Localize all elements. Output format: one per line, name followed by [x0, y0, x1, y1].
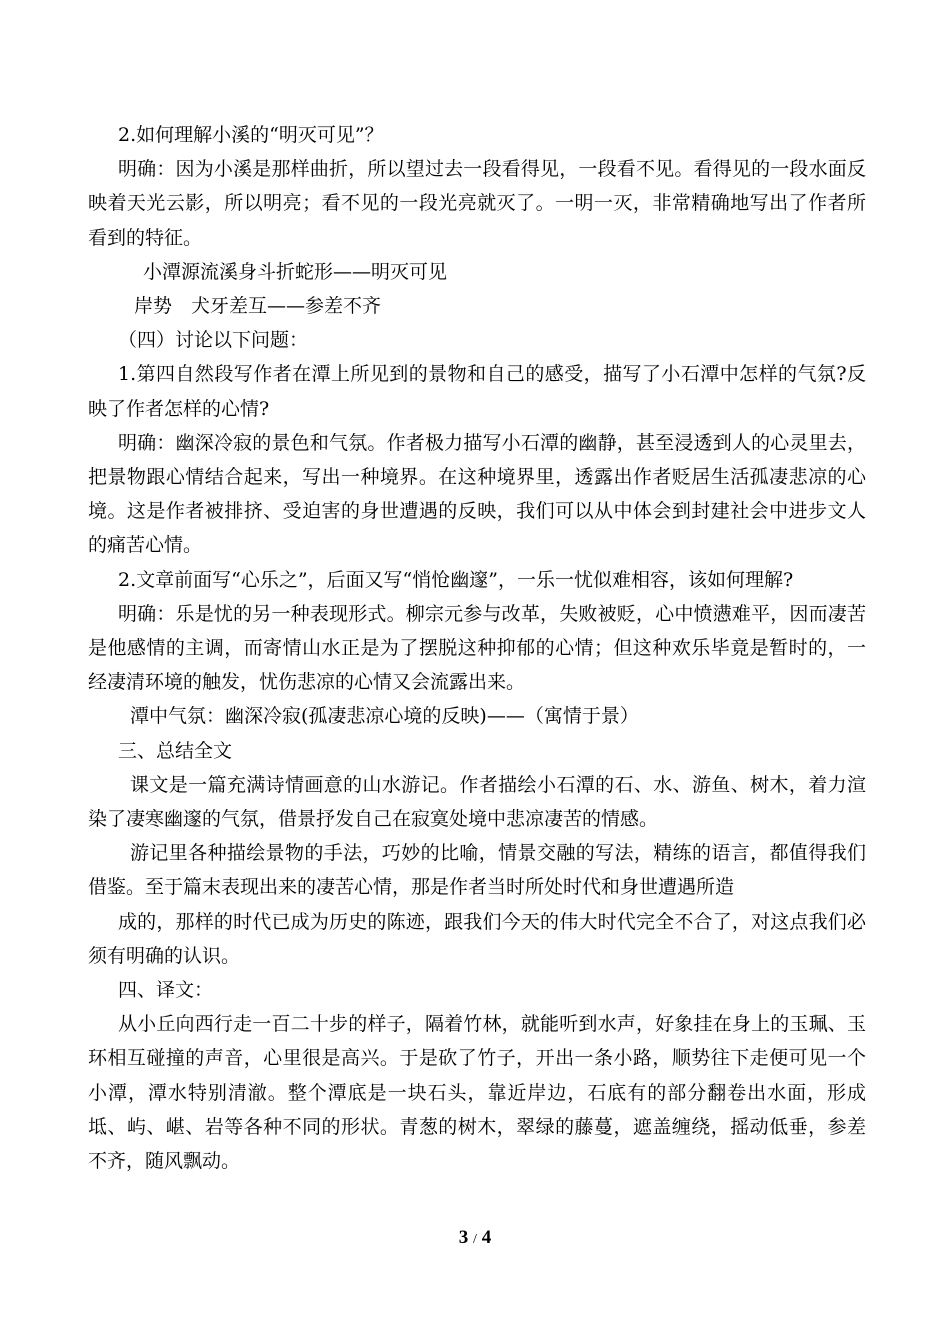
- current-page-number: 3: [458, 1227, 469, 1248]
- part-3-paragraph-3: 成的，那样的时代已成为历史的陈迹，跟我们今天的伟大时代完全不合了，对这点我们必须有明确的认识。: [88, 910, 866, 967]
- part-3-paragraph-1: 课文是一篇充满诗情画意的山水游记。作者描绘小石潭的石、水、游鱼、树木，着力渲染了凄寒幽邃的气氛，借景抒发自己在寂寞处境中悲凉凄苦的情感。: [88, 773, 866, 831]
- discussion-2-answer: 明确：乐是忧的另一种表现形式。柳宗元参与改革，失败被贬，心中愤懑难平，因而凄苦是他感情的主调，而寄情山水正是为了摆脱这种抑郁的心情；但这种欢乐毕竟是暂时的，一经凄清环境的触发，忧伤悲凉的心情又会流露出来。: [88, 602, 866, 694]
- section-4-heading: （四）讨论以下问题：: [118, 329, 309, 352]
- part-4-heading: 四、译文：: [118, 979, 214, 1002]
- page-separator: /: [473, 1232, 477, 1247]
- document-body: [88, 118, 866, 1178]
- summary-mood-line: 潭中气氛：幽深冷寂(孤凄悲凉心境的反映)——（寓情于景）: [130, 705, 639, 728]
- translation-paragraph: 从小丘向西行走一百二十步的样子，隔着竹林，就能听到水声，好象挂在身上的玉珮、玉环相互碰撞的声音，心里很是高兴。于是砍了竹子，开出一条小路，顺势往下走便可见一个小潭，潭水特别清澈。整个潭底是一块石头，靠近岸边，石底有的部分翻卷出水面，形成坻、屿、嵁、岩等各种不同的形状。青葱的树木，翠绿的藤蔓，遮盖缠绕，摇动低垂，参差不齐，随风飘动。: [88, 1013, 866, 1173]
- discussion-2-title: 2.文章前面写“心乐之”，后面又写“悄怆幽邃”，一乐一忧似难相容，该如何理解?: [118, 568, 794, 591]
- page-number: [0, 1227, 950, 1249]
- question-2-title: 2.如何理解小溪的“明灭可见”？: [118, 124, 384, 146]
- discussion-1-answer: 明确：幽深冷寂的景色和气氛。作者极力描写小石潭的幽静，甚至浸透到人的心灵里去，把景物跟心情结合起来，写出一种境界。在这种境界里，透露出作者贬居生活孤凄悲凉的心境。这是作者被排挤、受迫害的身世遭遇的反映，我们可以从中体会到封建社会中进步文人的痛苦心情。: [88, 431, 866, 557]
- discussion-1-title: 1.第四自然段写作者在潭上所见到的景物和自己的感受，描写了小石潭中怎样的气氛?反映了作者怎样的心情?: [88, 363, 866, 420]
- total-pages-number: 4: [481, 1227, 492, 1248]
- part-3-paragraph-2: 游记里各种描绘景物的手法，巧妙的比喻，情景交融的写法，精练的语言，都值得我们借鉴。至于篇末表现出来的凄苦心情，那是作者当时所处时代和身世遭遇所造: [88, 842, 866, 899]
- question-2-answer: 明确：因为小溪是那样曲折，所以望过去一段看得见，一段看不见。看得见的一段水面反映着天光云影，所以明亮；看不见的一段光亮就灭了。一明一灭，非常精确地写出了作者所看到的特征。: [88, 158, 866, 249]
- part-3-heading: 三、总结全文: [118, 739, 233, 762]
- summary-bank-line: 岸势 犬牙差互——参差不齐: [134, 295, 382, 318]
- summary-stream-line: 小潭源流溪身斗折蛇形——明灭可见: [143, 260, 448, 283]
